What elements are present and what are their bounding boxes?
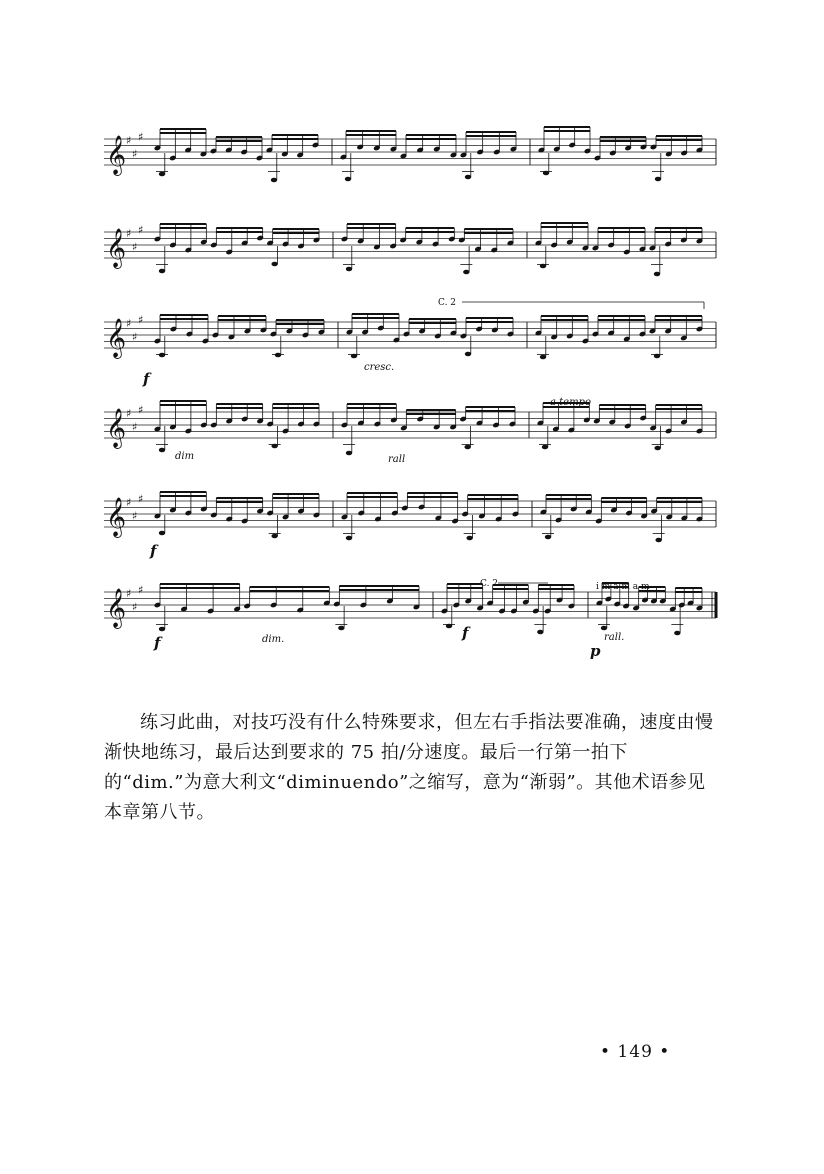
dim-marking: dim. [262,634,285,645]
treble-clef: 𝄞 [106,497,127,537]
treble-clef: 𝄞 [106,228,127,268]
sharp-sign: ♯ [126,133,132,147]
bass-note-head [345,177,351,182]
bass-note-head [346,536,352,541]
bass-note-head [537,630,543,635]
bass-note-head [655,538,661,543]
dynamic-forte: f [150,542,157,560]
bass-note-head [654,272,660,277]
sharp-sign: ♯ [126,406,132,420]
bass-note-head [465,352,471,357]
barre-marking: C. 2 [480,579,499,589]
sharp-sign: ♯ [138,403,144,417]
bass-note-head [159,172,165,177]
dim-marking: dim [175,451,195,462]
dynamic-piano: p [590,642,601,660]
sharp-sign: ♯ [138,492,144,506]
barre-marking: C. 2 [438,298,457,308]
bass-note-head [654,446,660,451]
sharp-sign: ♯ [138,583,144,597]
sharp-sign: ♯ [132,147,138,161]
bass-note-head [159,269,165,274]
treble-clef: 𝄞 [106,135,127,175]
dynamic-forte: f [462,624,469,642]
sharp-sign: ♯ [126,586,132,600]
dynamic-forte: f [143,370,150,388]
bass-note-head [545,535,551,540]
sharp-sign: ♯ [126,226,132,240]
rall-marking: rall [388,454,406,465]
fingering-marking: i m a m a m [596,582,650,592]
bass-note-head [601,626,607,631]
treble-clef: 𝄞 [106,408,127,448]
bass-note-head [346,451,352,456]
sharp-sign: ♯ [138,313,144,327]
explanation-paragraph: 练习此曲，对技巧没有什么特殊要求，但左右手指法要准确，速度由慢渐快地练习，最后达到要求的 75 拍/分速度。最后一行第一拍下的“dim.”为意大利文“diminuendo”之缩写，意为“渐弱”。其他术语参见本章第八节。 [104,712,714,823]
cresc-marking: cresc. [364,362,395,373]
sharp-sign: ♯ [132,420,138,434]
bass-note-head [464,445,470,450]
bass-note-head [463,270,469,275]
sharp-sign: ♯ [132,509,138,523]
treble-clef: 𝄞 [106,318,127,358]
bass-note-head [271,262,277,267]
bass-note-head [465,175,471,180]
bass-note-head [271,534,277,539]
sharp-sign: ♯ [126,316,132,330]
bass-note-head [540,355,546,360]
sharp-sign: ♯ [126,495,132,509]
sharp-sign: ♯ [132,330,138,344]
a-tempo-marking: a tempo [550,397,591,408]
bass-note-head [655,177,661,182]
page-number: • 149 • [600,1042,671,1062]
bass-note-head [159,353,165,358]
bass-note-head [275,353,281,358]
bass-note-head [466,536,472,541]
sharp-sign: ♯ [138,130,144,144]
dynamic-forte: f [154,634,161,652]
sharp-sign: ♯ [138,223,144,237]
sharp-sign: ♯ [132,600,138,614]
bass-note-head [159,448,165,453]
bass-note-head [159,627,165,632]
bass-note-head [271,178,277,183]
rall-marking: rall. [604,632,625,643]
treble-clef: 𝄞 [106,588,127,628]
bass-note-head [159,531,165,536]
bass-note-head [542,445,548,450]
sharp-sign: ♯ [132,240,138,254]
bass-note-head [338,626,344,631]
bass-note-head [674,631,680,636]
bass-note-head [346,267,352,272]
